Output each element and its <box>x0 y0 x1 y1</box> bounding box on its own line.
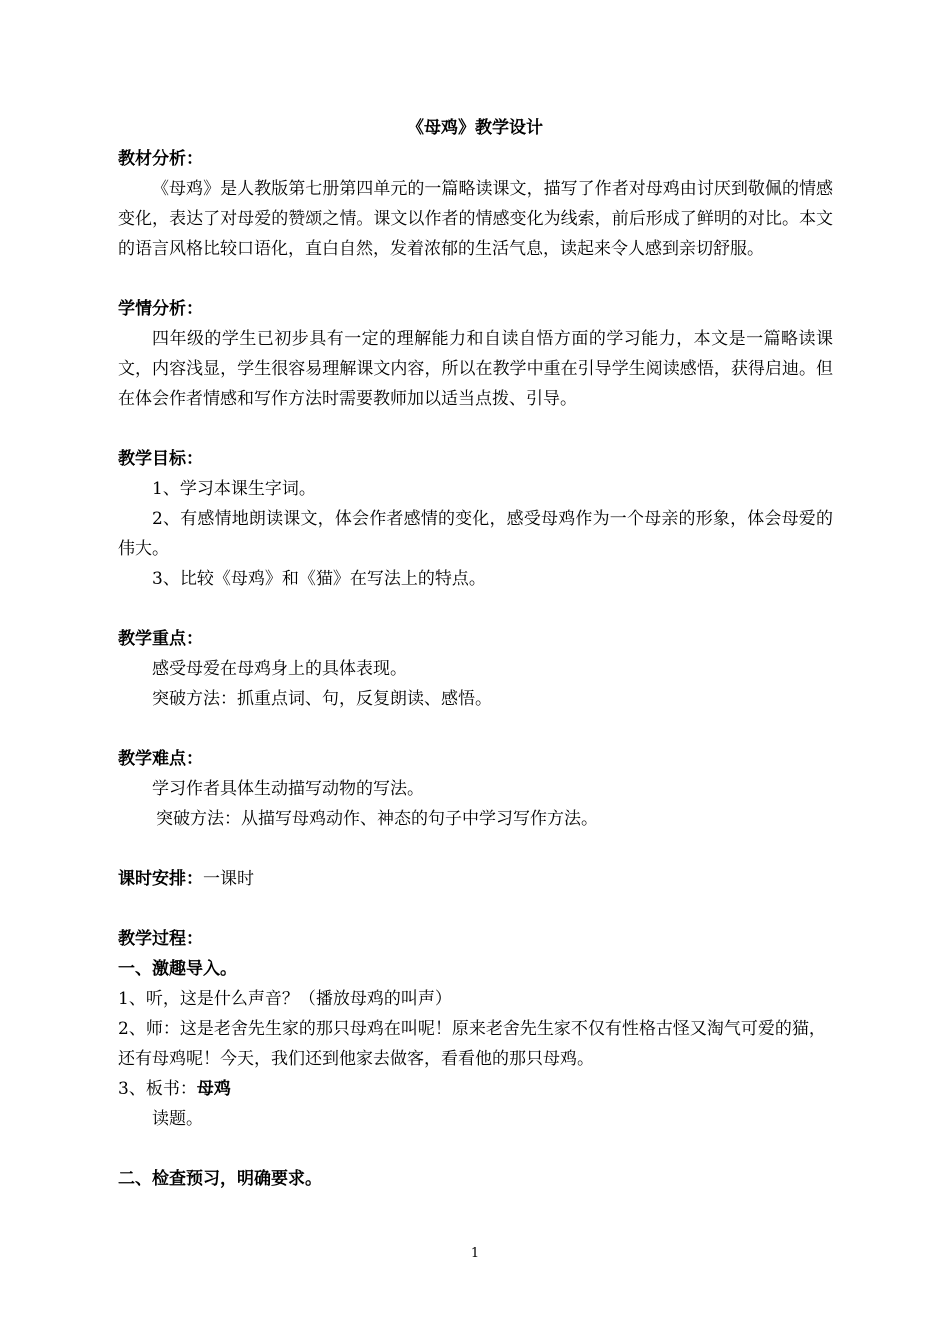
schedule-value: 一课时 <box>203 869 254 889</box>
page-number: 1 <box>470 1246 480 1261</box>
heading-part1: 一、激趣导入。 <box>118 959 237 979</box>
heading-material: 教材分析： <box>118 149 203 169</box>
document-body <box>118 144 833 1194</box>
paragraph-students: 四年级的学生已初步具有一定的理解能力和自读自悟方面的学习能力，本文是一篇略读课文，内容浅显，学生很容易理解课文内容，所以在教学中重在引导学生阅读感悟，获得启迪。但在体会作者情感和写作方法时需要教师加以适当点拨、引导。 <box>118 329 833 409</box>
difficulty-method-text: 突破方法：从描写母鸡动作、神态的句子中学习写作方法。 <box>156 809 598 829</box>
goal-item: 2、有感情地朗读课文，体会作者感情的变化，感受母鸡作为一个母亲的形象，体会母爱的伟大。 <box>118 509 833 559</box>
step-3 <box>118 1074 833 1104</box>
difficulty-text: 学习作者具体生动描写动物的写法。 <box>152 779 424 799</box>
key-point-text: 感受母爱在母鸡身上的具体表现。 <box>152 659 407 679</box>
goal-item: 1、学习本课生字词。 <box>152 479 316 499</box>
heading-key: 教学重点： <box>118 629 203 649</box>
heading-difficulty: 教学难点： <box>118 749 203 769</box>
heading-goals: 教学目标： <box>118 449 203 469</box>
document-title: 《母鸡》教学设计 <box>407 118 543 138</box>
heading-schedule: 课时安排： <box>118 869 203 889</box>
step-3-prefix: 3、板书： <box>118 1079 197 1099</box>
step-3-board: 母鸡 <box>196 1079 231 1099</box>
step-2: 2、师：这是老舍先生家的那只母鸡在叫呢！原来老舍先生家不仅有性格古怪又淘气可爱的猫，还有母鸡呢！今天，我们还到他家去做客，看看他的那只母鸡。 <box>118 1019 826 1069</box>
schedule-line <box>118 864 833 894</box>
heading-process: 教学过程： <box>118 929 203 949</box>
goal-item: 3、比较《母鸡》和《猫》在写法上的特点。 <box>152 569 486 589</box>
step-1: 1、听，这是什么声音？（播放母鸡的叫声） <box>118 989 452 1009</box>
step-4: 读题。 <box>152 1109 203 1129</box>
heading-students: 学情分析： <box>118 299 203 319</box>
key-method-text: 突破方法：抓重点词、句，反复朗读、感悟。 <box>152 689 492 709</box>
paragraph-material: 《母鸡》是人教版第七册第四单元的一篇略读课文，描写了作者对母鸡由讨厌到敬佩的情感变化，表达了对母爱的赞颂之情。课文以作者的情感变化为线索，前后形成了鲜明的对比。本文的语言风格比较口语化，直白自然，发着浓郁的生活气息，读起来令人感到亲切舒服。 <box>118 179 833 259</box>
heading-part2: 二、检查预习，明确要求。 <box>118 1169 322 1189</box>
